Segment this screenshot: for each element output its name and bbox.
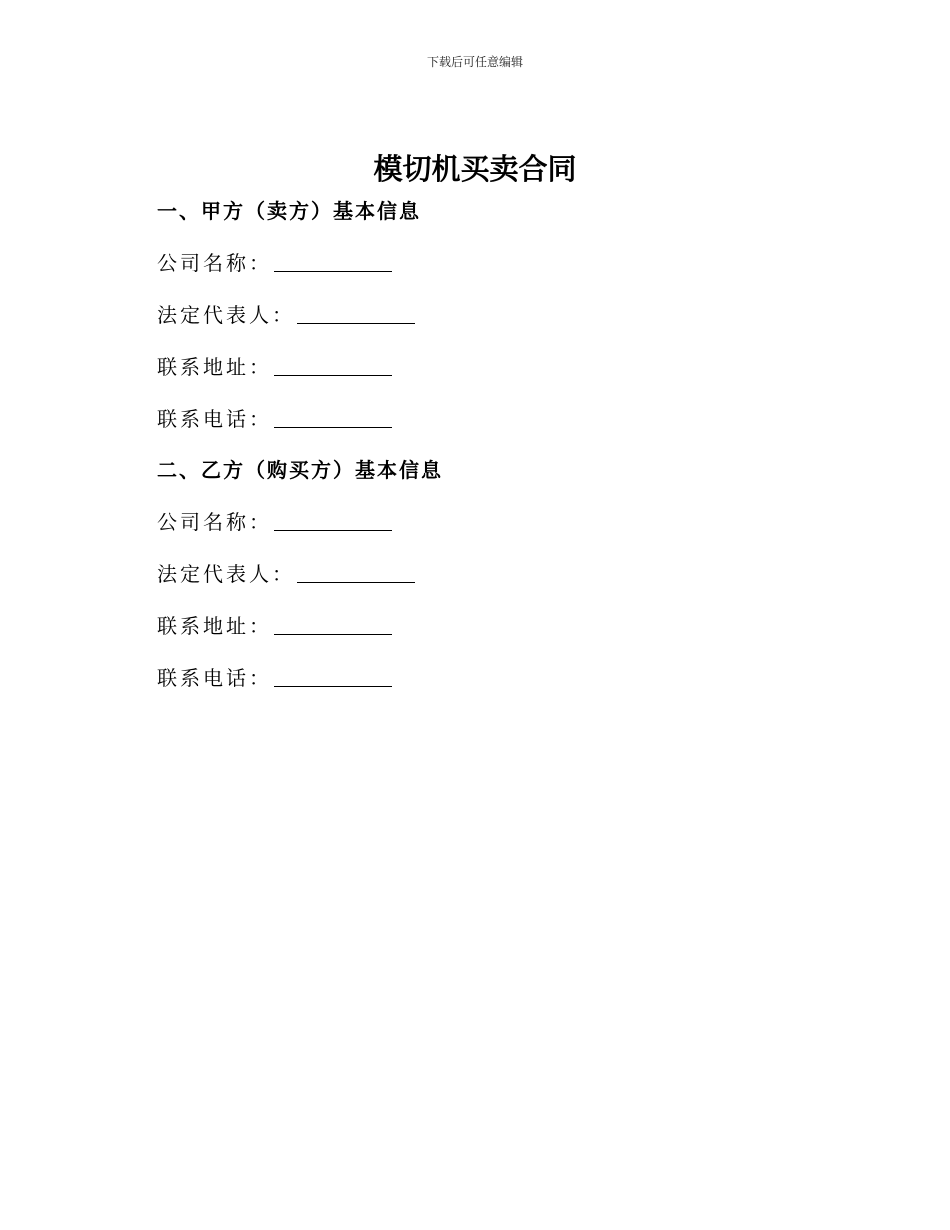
party-b-legal-representative-field — [157, 559, 807, 589]
field-label: 公司名称： — [157, 251, 272, 275]
party-a-company-name-field — [157, 248, 807, 278]
field-label: 法定代表人： — [157, 562, 295, 586]
party-b-heading: 二、乙方（购买方）基本信息 — [157, 458, 443, 482]
legal-representative-blank-line — [297, 562, 415, 583]
party-b-section — [157, 455, 807, 715]
party-a-legal-representative-field — [157, 300, 807, 330]
field-label: 联系地址： — [157, 355, 272, 379]
address-blank-line — [274, 614, 392, 635]
company-name-blank-line — [274, 510, 392, 531]
company-name-blank-line — [274, 251, 392, 272]
party-a-phone-field — [157, 404, 807, 434]
party-b-phone-field — [157, 663, 807, 693]
phone-blank-line — [274, 666, 392, 687]
address-blank-line — [274, 355, 392, 376]
field-label: 联系电话： — [157, 407, 272, 431]
party-b-company-name-field — [157, 507, 807, 537]
legal-representative-blank-line — [297, 303, 415, 324]
field-label: 公司名称： — [157, 510, 272, 534]
field-label: 联系地址： — [157, 614, 272, 638]
page-header-note: 下载后可任意编辑 — [426, 55, 523, 69]
field-label: 法定代表人： — [157, 303, 295, 327]
document-title: 模切机买卖合同 — [373, 152, 577, 186]
phone-blank-line — [274, 407, 392, 428]
field-label: 联系电话： — [157, 666, 272, 690]
party-a-section — [157, 196, 807, 456]
party-a-heading: 一、甲方（卖方）基本信息 — [157, 199, 421, 223]
party-a-address-field — [157, 352, 807, 382]
party-b-address-field — [157, 611, 807, 641]
